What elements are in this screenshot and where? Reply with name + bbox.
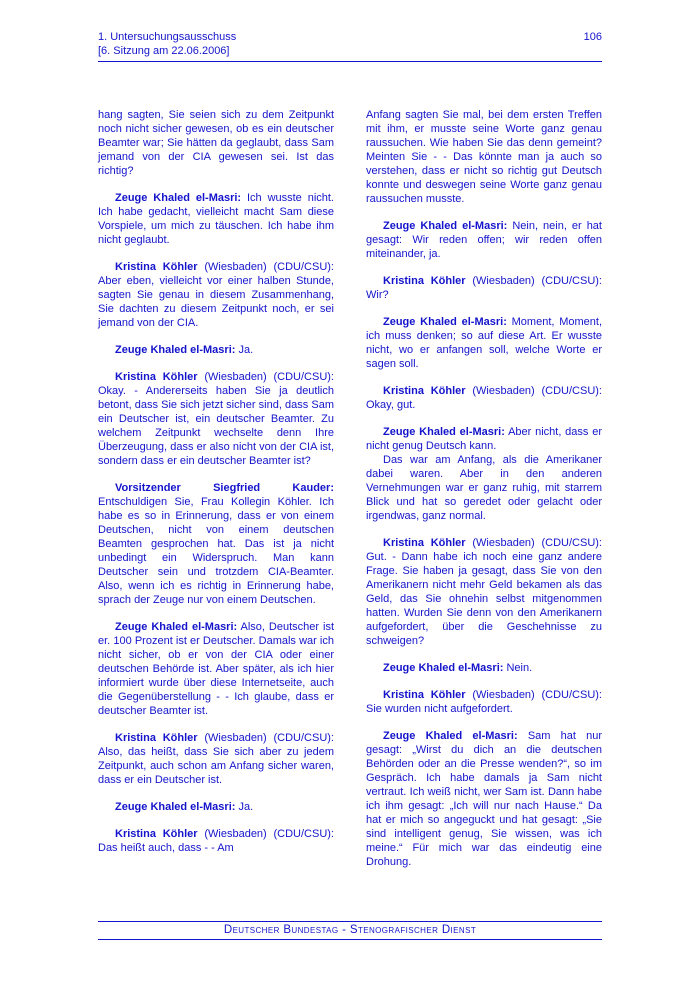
speaker-affiliation: (Wiesbaden) (CDU/CSU): (472, 689, 602, 701)
speech-text: Entschuldigen Sie, Frau Kollegin Köhler. Ich habe es so in Erinnerung, dass er von einem Deutschen, nicht von einem deutschen Beamten gesprochen hat. Das ist ja nicht unbedingt ein Widerspruch. Man kann Deutscher sein und trotzdem CIA-Beamter. Also, wenn ich es richtig in Erinnerung habe, sprach der Zeuge nur von einem Deutschen. (98, 496, 334, 606)
speech-text: Ja. (238, 344, 254, 356)
speech-text: Okay. - Andererseits haben Sie ja deutlich betont, dass Sie sich jetzt sicher sind, dass Sam ein Deutscher ist, ein deutscher Beamter. Zu welchem Zeitpunkt wechselte denn Ihre Überzeugung, dass er also nicht von der CIA ist, sondern dass er ein deutscher Beamter ist? (98, 385, 334, 467)
footer-title: Deutscher Bundestag - Stenografischer Dienst (223, 924, 477, 936)
speech-text: Aber eben, vielleicht vor einer halben Stunde, sagten Sie genau in diesem Zusammenhang, Sie dachten zu diesem Zeitpunkt noch, er sei jemand von der CIA. (98, 275, 334, 329)
header-divider (98, 61, 602, 62)
speaker-affiliation: (Wiesbaden) (CDU/CSU): (204, 371, 334, 383)
page-footer (98, 921, 602, 940)
speech-text: Aber nicht, dass er nicht genug Deutsch kann. (366, 426, 602, 452)
speaker-name: Zeuge Khaled el-Masri: (383, 662, 504, 674)
speaker-name: Zeuge Khaled el-Masri: (115, 192, 242, 204)
transcript-paragraph (366, 219, 602, 261)
speaker-affiliation: (Wiesbaden) (CDU/CSU): (472, 537, 602, 549)
transcript-paragraph (98, 620, 334, 718)
page-number: 106 (583, 31, 602, 43)
speaker-name: Kristina Köhler (115, 371, 198, 383)
speaker-affiliation: (Wiesbaden) (CDU/CSU): (204, 261, 334, 273)
speech-text: Okay, gut. (366, 399, 416, 411)
transcript-body (98, 108, 602, 869)
transcript-paragraph (98, 108, 334, 178)
speech-text: Sam hat nur gesagt: „Wirst du dich an die deutschen Behörden oder an die Presse wenden?“, so im Gespräch. Ich habe damals ja Sam nicht vertraut. Ich weiß nicht, wer Sam ist. Dann habe ich ihm gesagt: „Ich will nur nach Hause.“ Da hat er mich so angeguckt und hat gesagt: „Sie sind intelligent genug, Sie wissen, was ich meine.“ Für mich war das eindeutig eine Drohung. (366, 730, 603, 868)
committee-title: 1. Untersuchungsausschuss (98, 31, 237, 43)
speaker-name: Vorsitzender Siegfried Kauder: (115, 482, 334, 494)
speech-text: Nein, nein, er hat gesagt: Wir reden offen; wir reden offen miteinander, ja. (366, 220, 602, 260)
speaker-name: Kristina Köhler (383, 385, 466, 397)
speaker-name: Kristina Köhler (115, 732, 198, 744)
footer-divider-bottom (98, 939, 602, 940)
page-header (98, 30, 602, 62)
transcript-paragraph (366, 453, 602, 523)
transcript-paragraph (98, 191, 334, 247)
transcript-paragraph (98, 343, 334, 357)
transcript-paragraph (366, 384, 602, 412)
speaker-name: Zeuge Khaled el-Masri: (383, 730, 518, 742)
speech-text: Sie wurden nicht aufgefordert. (366, 703, 513, 715)
speech-text: Nein. (506, 662, 533, 674)
left-column (98, 108, 334, 869)
speech-text: Ich wusste nicht. Ich habe gedacht, vielleicht macht Sam diese Vorspiele, um mich zu täuschen. Ich habe ihm nicht geglaubt. (98, 192, 334, 246)
speaker-name: Zeuge Khaled el-Masri: (115, 344, 236, 356)
speaker-name: Zeuge Khaled el-Masri: (115, 801, 236, 813)
transcript-paragraph (366, 108, 602, 206)
speech-text: Also, das heißt, dass Sie sich aber zu jedem Zeitpunkt, auch schon am Anfang sicher waren, dass er ein Deutscher ist. (98, 746, 334, 786)
speaker-name: Zeuge Khaled el-Masri: (383, 426, 505, 438)
speech-text: Ja. (238, 801, 254, 813)
speaker-affiliation: (Wiesbaden) (CDU/CSU): (472, 385, 602, 397)
speech-text: Also, Deutscher ist er. 100 Prozent ist er Deutscher. Damals war ich nicht sicher, ob er von der CIA oder einer deutschen Behörde ist. Aber später, als ich hier informiert wurde über diese Internetseite, auch die Gegenüberstellung - - Ich glaube, dass er deutscher Beamter ist. (98, 621, 335, 717)
speaker-name: Kristina Köhler (383, 275, 466, 287)
speech-text: Moment, Moment, ich muss denken; so auf diese Art. Er wusste nicht, wo er anfangen soll, welche Worte er sagen soll. (366, 316, 602, 370)
speech-text: Gut. - Dann habe ich noch eine ganz andere Frage. Sie haben ja gesagt, dass Sie von den Amerikanern nicht mehr Geld bekamen als das Geld, das Sie ohnehin selbst mitgenommen hatten. Wurden Sie denn von den Amerikanern aufgefordert, über die Geschehnisse zu schweigen? (366, 551, 602, 647)
transcript-paragraph (366, 536, 602, 648)
transcript-paragraph (366, 274, 602, 302)
right-column (366, 108, 602, 869)
speaker-affiliation: (Wiesbaden) (CDU/CSU): (204, 732, 334, 744)
transcript-paragraph (98, 827, 334, 855)
transcript-paragraph (98, 260, 334, 330)
speaker-affiliation: (Wiesbaden) (CDU/CSU): (204, 828, 334, 840)
transcript-paragraph (98, 481, 334, 607)
transcript-paragraph (98, 731, 334, 787)
header-row (98, 30, 602, 44)
speaker-name: Zeuge Khaled el-Masri: (383, 316, 507, 328)
transcript-paragraph (366, 315, 602, 371)
transcript-paragraph (98, 370, 334, 468)
speech-text: Anfang sagten Sie mal, bei dem ersten Treffen mit ihm, er musste seine Worte ganz genau raussuchen. Wie haben Sie das denn gemeint? Meinten Sie - - Das könnte man ja auch so verstehen, dass er nicht so richtig gut Deutsch konnte und deswegen seine Worte ganz genau raussuchen musste. (366, 109, 602, 205)
speaker-name: Kristina Köhler (383, 689, 466, 701)
transcript-paragraph (366, 688, 602, 716)
speaker-affiliation: (Wiesbaden) (CDU/CSU): (472, 275, 602, 287)
speaker-name: Zeuge Khaled el-Masri: (115, 621, 238, 633)
session-info: [6. Sitzung am 22.06.2006] (98, 45, 230, 57)
speech-text: Wir? (366, 289, 389, 301)
transcript-paragraph (366, 425, 602, 453)
speech-text: Das heißt auch, dass - - Am (98, 842, 234, 854)
transcript-paragraph (366, 729, 602, 869)
transcript-paragraph (366, 661, 602, 675)
speaker-name: Kristina Köhler (115, 261, 198, 273)
speaker-name: Kristina Köhler (383, 537, 466, 549)
speech-text: hang sagten, Sie seien sich zu dem Zeitpunkt noch nicht sicher gewesen, ob es ein deutscher Beamter war; Sie hätten da geglaubt, dass Sam jemand von der CIA gewesen sei. Ist das richtig? (98, 109, 334, 177)
speech-text: Das war am Anfang, als die Amerikaner dabei waren. Aber in den anderen Vernehmungen war er ganz ruhig, mit starrem Blick und hat so geredet oder gelacht oder irgendwas, ganz normal. (366, 454, 602, 522)
speaker-name: Zeuge Khaled el-Masri: (383, 220, 508, 232)
speaker-name: Kristina Köhler (115, 828, 198, 840)
transcript-paragraph (98, 800, 334, 814)
